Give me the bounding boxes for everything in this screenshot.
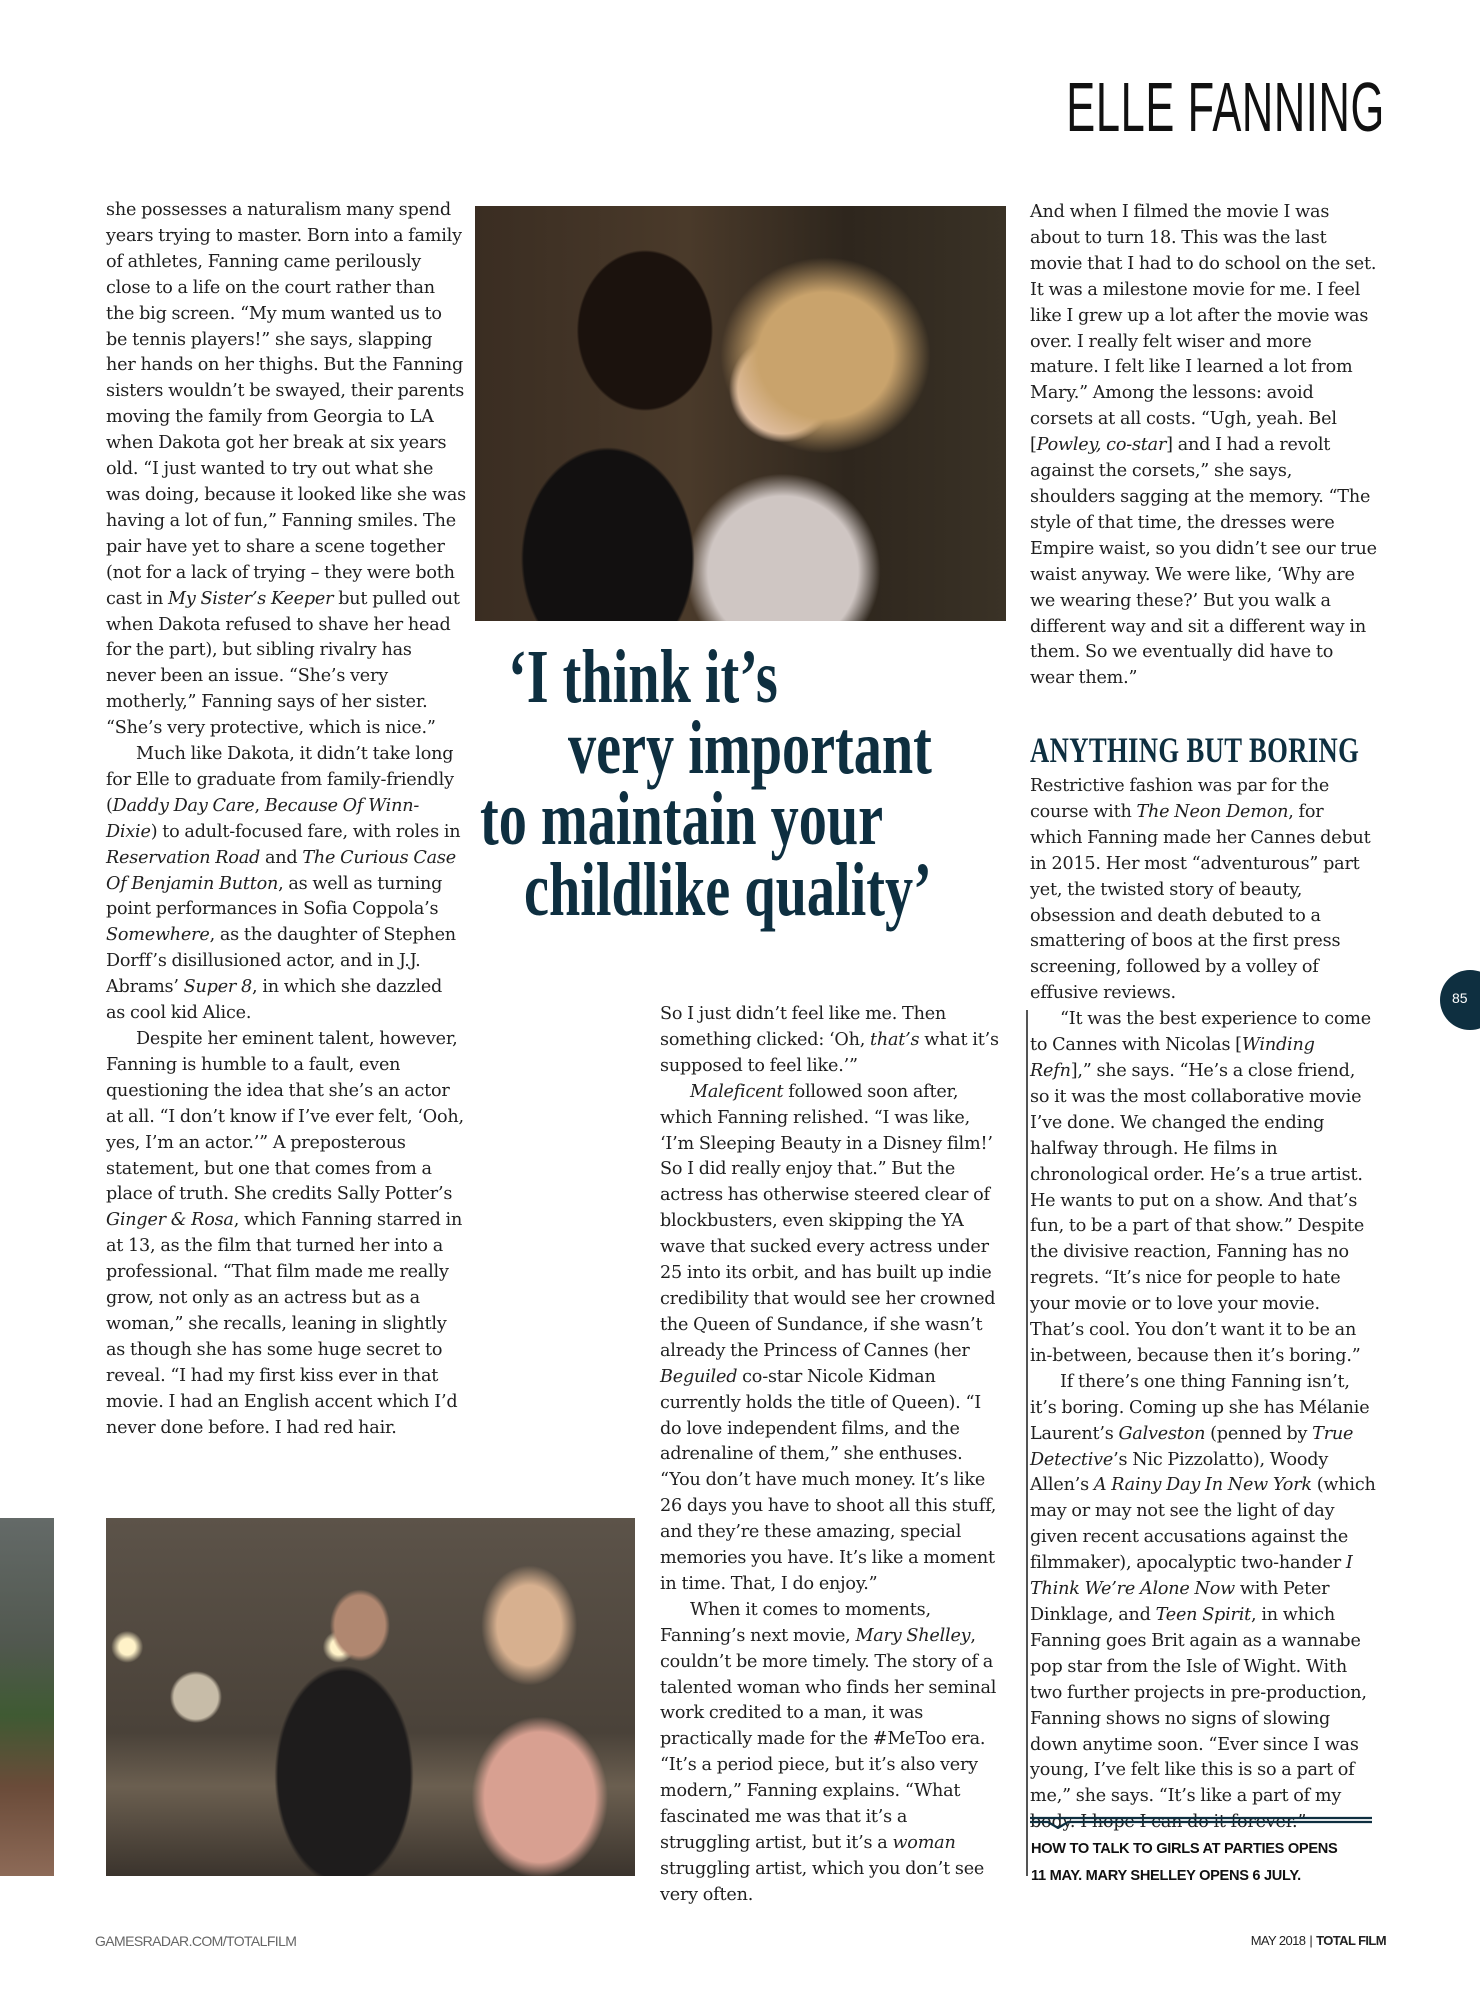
release-info-line: HOW TO TALK TO GIRLS AT PARTIES OPENS — [1031, 1841, 1338, 1857]
body-column-left — [106, 198, 466, 1442]
photo-cropped-left — [0, 1518, 54, 1876]
paragraph: When it comes to moments, Fanning’s next movie, Mary Shelley, couldn’t be more timely. The story of a talented woman who finds her seminal work credited to a man, it was practically made for the #MeToo era. “It’s a period piece, but it’s also very modern,” Fanning explains. “What fascinated me was that it’s a struggling artist, but it’s a woman struggling artist, which you don’t see very often. — [660, 1599, 997, 1905]
paragraph: And when I filmed the movie I was about to turn 18. This was the last movie that I had to do school on the set. It was a milestone movie for me. I feel like I grew up a lot after the movie was over. I really felt wiser and more mature. I felt like I learned a lot from Mary.” Among the lessons: avoid corsets at all costs. “Ugh, yeah. Bel [Powley, co-star] and I had a revolt against the corsets,” she says, shoulders sagging at the memory. “The style of that time, the dresses were Empire waist, so you didn’t see our true waist anyway. We were like, ‘Why are we wearing these?’ But you walk a different way and sit a different way in them. So we eventually did have to wear them.” — [1030, 202, 1377, 689]
pull-quote-line: to maintain your — [480, 777, 884, 861]
footer-issue — [1251, 1933, 1386, 1948]
page-number-badge — [1440, 970, 1480, 1030]
paragraph: Restrictive fashion was par for the course with The Neon Demon, for which Fanning made her Cannes debut in 2015. Her most “adventurous” part yet, the twisted story of beauty, obsession and death debuted to a smattering of boos at the first press screening, followed by a volley of effusive reviews. — [1030, 776, 1371, 1004]
paragraph: Much like Dakota, it didn’t take long for Elle to graduate from family-friendly (Daddy Day Care, Because Of Winn-Dixie) to adult-focused fare, with roles in Reservation Road and The Curious Case Of Benjamin Button, as well as turning point performances in Sofia Coppola’s Somewhere, as the daughter of Stephen Dorff’s disillusioned actor, and in J.J. Abrams’ Super 8, in which she dazzled as cool kid Alice. — [106, 744, 461, 1024]
column-divider — [1026, 1010, 1028, 1876]
pull-quote-line: very important — [568, 706, 932, 790]
chevron-divider-icon — [1030, 1815, 1372, 1829]
page-number: 85 — [1452, 990, 1468, 1006]
release-info-line: 11 MAY. MARY SHELLEY OPENS 6 JULY. — [1031, 1868, 1301, 1884]
footer-website: GAMESRADAR.COM/TOTALFILM — [95, 1933, 297, 1949]
release-info — [1031, 1836, 1391, 1890]
page-headline: ELLE FANNING — [1066, 68, 1385, 146]
paragraph: So I just didn’t feel like me. Then something clicked: ‘Oh, that’s what it’s supposed to feel like.’” — [660, 1004, 999, 1076]
photo-the-beguiled — [106, 1518, 635, 1876]
photo-how-to-talk-to-girls — [475, 206, 1006, 621]
footer-magazine-name: TOTAL FILM — [1316, 1933, 1386, 1948]
footer-issue-date: MAY 2018 — [1250, 1933, 1306, 1948]
paragraph: Maleficent followed soon after, which Fanning relished. “I was like, ‘I’m Sleeping Beauty in a Disney film!’ So I did really enjoy that.” But the actress has otherwise steered clear of blockbusters, even skipping the YA wave that sucked every actress under 25 into its orbit, and has built up indie credibility that would see her crowned the Queen of Sundance, if she wasn’t already the Princess of Cannes (her Beguiled co-star Nicole Kidman currently holds the title of Queen). “I do love independent films, and the adrenaline of them,” she enthuses. “You don’t have much money. It’s like 26 days you have to shoot all this stuff, and they’re these amazing, special memories you have. It’s like a moment in time. That, I do enjoy.” — [660, 1081, 997, 1594]
paragraph: If there’s one thing Fanning isn’t, it’s boring. Coming up she has Mélanie Laurent’s Galveston (penned by True Detective’s Nic Pizzolatto), Woody Allen’s A Rainy Day In New York (which may or may not see the light of day given recent accusations against the filmmaker), apocalyptic two-hander I Think We’re Alone Now with Peter Dinklage, and Teen Spirit, in which Fanning goes Brit again as a wannabe pop star from the Isle of Wight. With two further projects in pre-production, Fanning shows no signs of slowing down anytime soon. “Ever since I was young, I’ve felt like this is so a part of me,” she says. “It’s like a part of my body. I hope I can do it forever.” — [1030, 1371, 1376, 1833]
paragraph: Despite her eminent talent, however, Fanning is humble to a fault, even questioning the idea that she’s an actor at all. “I don’t know if I’ve ever felt, ‘Ooh, yes, I’m an actor.’” A preposterous statement, but one that comes from a place of truth. She credits Sally Potter’s Ginger & Rosa, which Fanning starred in at 13, as the film that turned her into a professional. “That film made me really grow, not only as an actress but as a woman,” she recalls, leaning in slightly as though she has some huge secret to reveal. “I had my first kiss ever in that movie. I had an English accent which I’d never done before. I had red hair. — [106, 1029, 464, 1438]
paragraph: “It was the best experience to come to Cannes with Nicolas [Winding Refn],” she says. “He’s a close friend, so it was the most collaborative movie I’ve done. We changed the ending halfway through. He films in chronological order. He’s a true artist. He wants to put on a show. And that’s fun, to be a part of that show.” Despite the divisive reaction, Fanning has no regrets. “It’s nice for people to hate your movie or to love your movie. That’s cool. You don’t want it to be an in-between, because then it’s boring.” — [1030, 1009, 1371, 1366]
footer-separator: | — [1309, 1933, 1313, 1948]
pull-quote-line: childlike quality’ — [524, 848, 932, 932]
paragraph: she possesses a naturalism many spend years trying to master. Born into a family of athletes, Fanning came perilously close to a life on the court rather than the big screen. “My mum wanted us to be tennis players!” she says, slapping her hands on her thighs. But the Fanning sisters wouldn’t be swayed, their parents moving the family from Georgia to LA when Dakota got her break at six years old. “I just wanted to try out what she was doing, because it looked like she was having a lot of fun,” Fanning smiles. The pair have yet to share a scene together (not for a lack of trying – they were both cast in My Sister’s Keeper but pulled out when Dakota refused to shave her head for the part), but sibling rivalry has never been an issue. “She’s very motherly,” Fanning says of her sister. “She’s very protective, which is nice.” — [106, 200, 467, 739]
body-column-middle — [660, 1002, 1000, 1909]
pull-quote — [470, 635, 990, 932]
section-subheading: ANYTHING BUT BORING — [1030, 730, 1360, 770]
body-column-right-bottom — [1030, 774, 1378, 1836]
body-column-right-top — [1030, 200, 1378, 692]
pull-quote-line: ‘I think it’s — [508, 635, 778, 719]
